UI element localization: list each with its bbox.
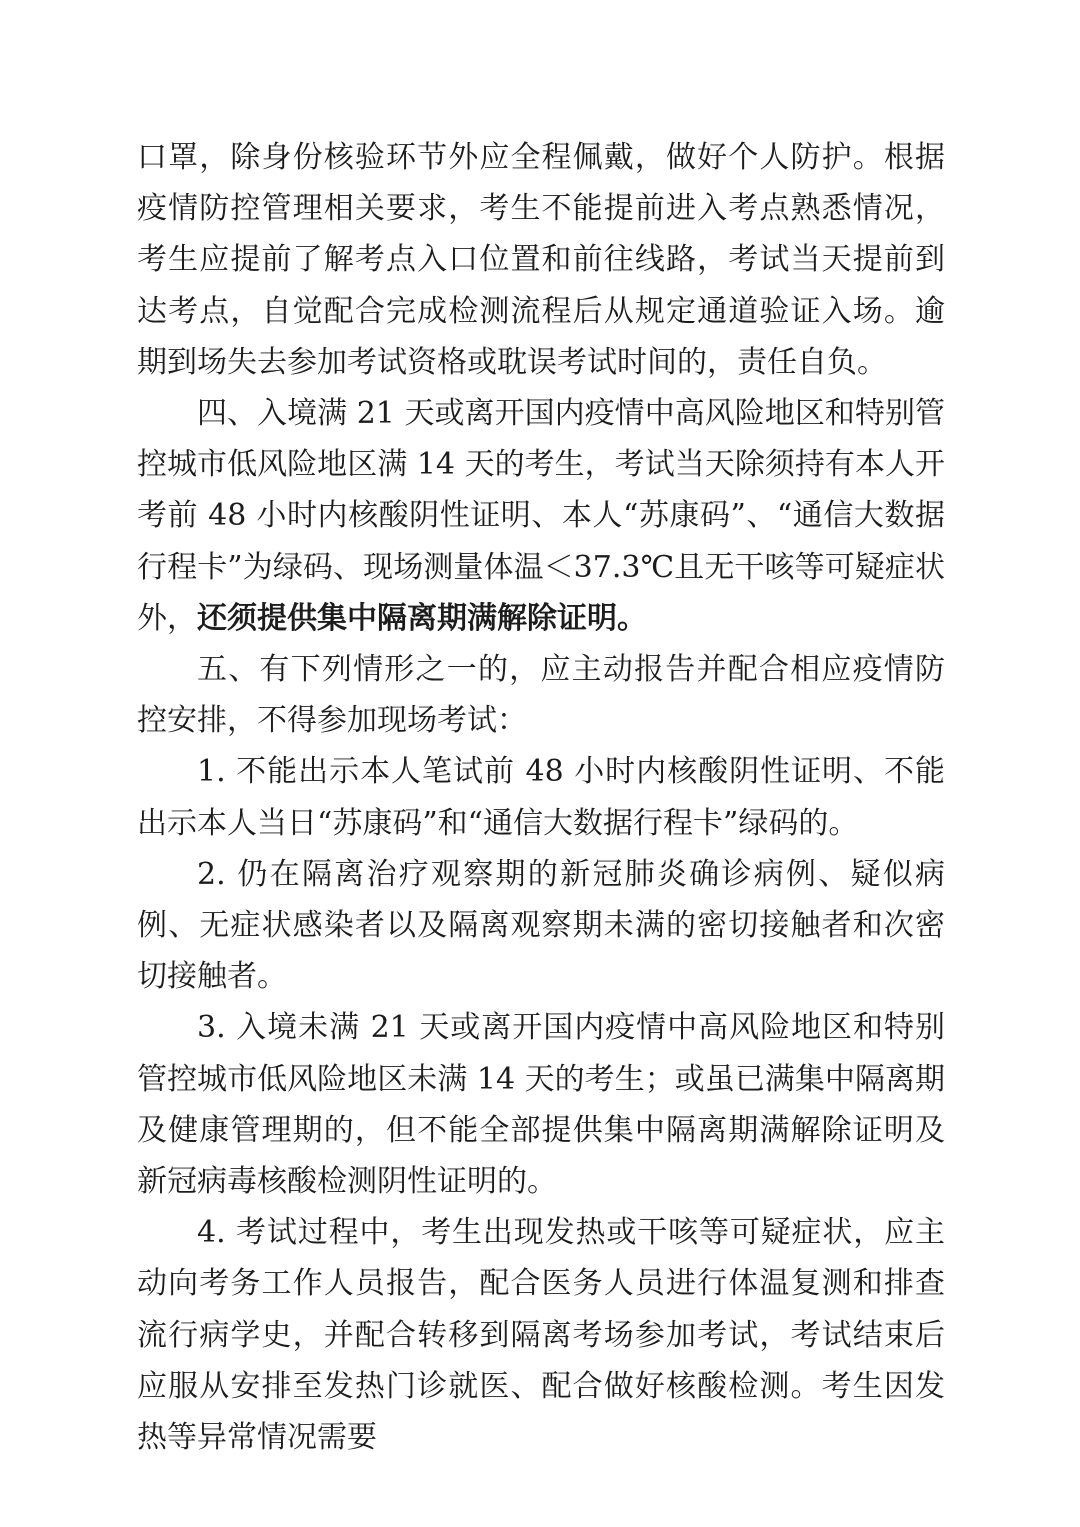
list-item-1: 1. 不能出示本人笔试前 48 小时内核酸阴性证明、不能出示本人当日“苏康码”和“通信大数据行程卡”绿码的。: [137, 754, 945, 841]
section-four-bold-requirement: 还须提供集中隔离期满解除证明。: [197, 600, 647, 636]
list-item-4: 4. 考试过程中，考生出现发热或干咳等可疑症状，应主动向考务工作人员报告，配合医务人员进行体温复测和排查流行病学史，并配合转移到隔离考场参加考试，考试结束后应服从安排至发热门诊就医、配合做好核酸检测。考生因发热等异常情况需要: [137, 1215, 945, 1456]
paragraph-section-five: 五、有下列情形之一的，应主动报告并配合相应疫情防控安排，不得参加现场考试：: [137, 652, 945, 739]
document-body: [137, 132, 945, 1463]
section-four-text: 四、入境满 21 天或离开国内疫情中高风险地区和特别管控城市低风险地区满 14 天的考生，考试当天除须持有本人开考前 48 小时内核酸阴性证明、本人“苏康码”、“通信大数据行程卡”为绿码、现场测量体温＜37.3℃且无干咳等可疑症状外，: [137, 396, 945, 636]
list-item-2: 2. 仍在隔离治疗观察期的新冠肺炎确诊病例、疑似病例、无症状感染者以及隔离观察期未满的密切接触者和次密切接触者。: [137, 856, 945, 995]
list-item-3: 3. 入境未满 21 天或离开国内疫情中高风险地区和特别管控城市低风险地区未满 14 天的考生；或虽已满集中隔离期及健康管理期的，但不能全部提供集中隔离期满解除证明及新冠病毒核酸检测阴性证明的。: [137, 1010, 945, 1200]
paragraph-mask-protection: 口罩，除身份核验环节外应全程佩戴，做好个人防护。根据疫情防控管理相关要求，考生不能提前进入考点熟悉情况，考生应提前了解考点入口位置和前往线路，考试当天提前到达考点，自觉配合完成检测流程后从规定通道验证入场。逾期到场失去参加考试资格或耽误考试时间的，责任自负。: [137, 140, 945, 380]
paragraph-section-four: [137, 388, 945, 644]
